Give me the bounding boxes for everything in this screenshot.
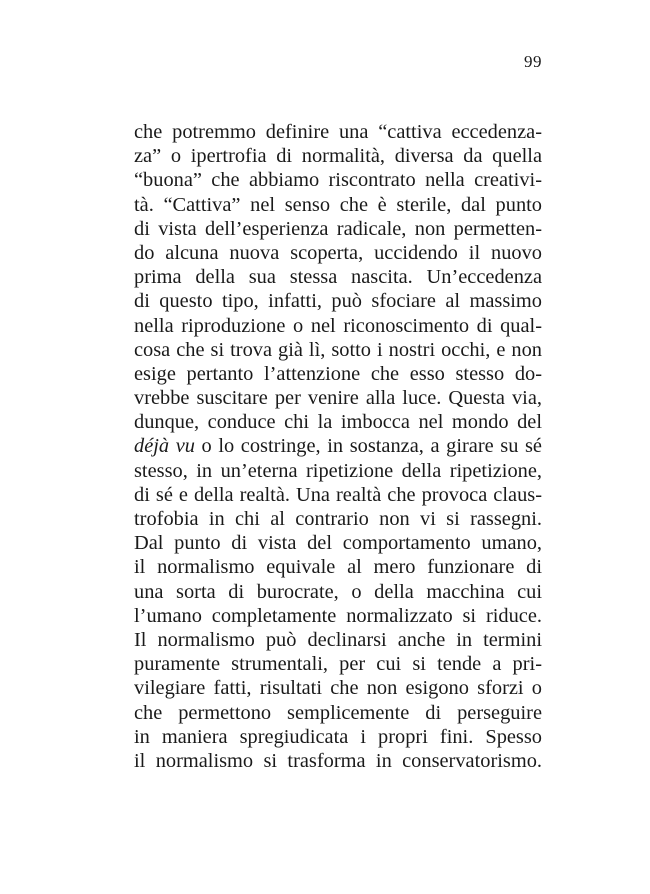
text-line: l’umano completamente normalizzato si riduce.	[134, 604, 542, 627]
text-line: prima della sua stessa nascita. Un’eccedenza	[134, 266, 542, 289]
text-line: vilegiare fatti, risultati che non esigono sforzi o	[134, 677, 542, 700]
text-line: stesso, in un’eterna ripetizione della ripetizione,	[134, 459, 542, 482]
text-line: il normalismo si trasforma in conservatorismo.	[134, 749, 542, 772]
text-line: cosa che si trova già lì, sotto i nostri occhi, e non	[134, 338, 542, 361]
text-line: Dal punto di vista del comportamento umano,	[134, 532, 542, 555]
text-line: di sé e della realtà. Una realtà che provoca claus-	[134, 483, 542, 506]
text-line: tà. “Cattiva” nel senso che è sterile, dal punto	[134, 193, 542, 216]
text-line-with-italic	[134, 434, 542, 458]
text-line-rest: o lo costringe, in sostanza, a girare su sé	[194, 435, 542, 458]
text-line: puramente strumentali, per cui si tende a pri-	[134, 653, 542, 676]
text-line: esige pertanto l’attenzione che esso stesso do-	[134, 362, 542, 385]
text-line: nella riproduzione o nel riconoscimento di qual-	[134, 314, 542, 337]
text-line: il normalismo equivale al mero funzionare di	[134, 556, 542, 579]
text-line: “buona” che abbiamo riscontrato nella creativi-	[134, 169, 542, 192]
text-line: do alcuna nuova scoperta, uccidendo il nuovo	[134, 241, 542, 264]
text-line: che permettono semplicemente di perseguire	[134, 701, 542, 724]
text-line: una sorta di burocrate, o della macchina cui	[134, 580, 542, 603]
text-line: dunque, conduce chi la imbocca nel mondo del	[134, 411, 542, 434]
body-text	[134, 120, 542, 773]
text-line: in maniera spregiudicata i propri fini. Spesso	[134, 725, 542, 748]
text-line: che potremmo definire una “cattiva eccedenza-	[134, 121, 542, 143]
italic-phrase: déjà vu	[134, 435, 195, 458]
text-line: di questo tipo, infatti, può sfociare al massimo	[134, 290, 542, 313]
text-line: za” o ipertrofia di normalità, diversa da quella	[134, 145, 542, 168]
text-line: di vista dell’esperienza radicale, non permetten-	[134, 217, 542, 240]
text-line: trofobia in chi al contrario non vi si rassegni.	[134, 508, 542, 530]
page-number: 99	[524, 52, 542, 71]
text-line: Il normalismo può declinarsi anche in termini	[134, 628, 542, 651]
text-line: vrebbe suscitare per venire alla luce. Questa via,	[134, 387, 542, 410]
